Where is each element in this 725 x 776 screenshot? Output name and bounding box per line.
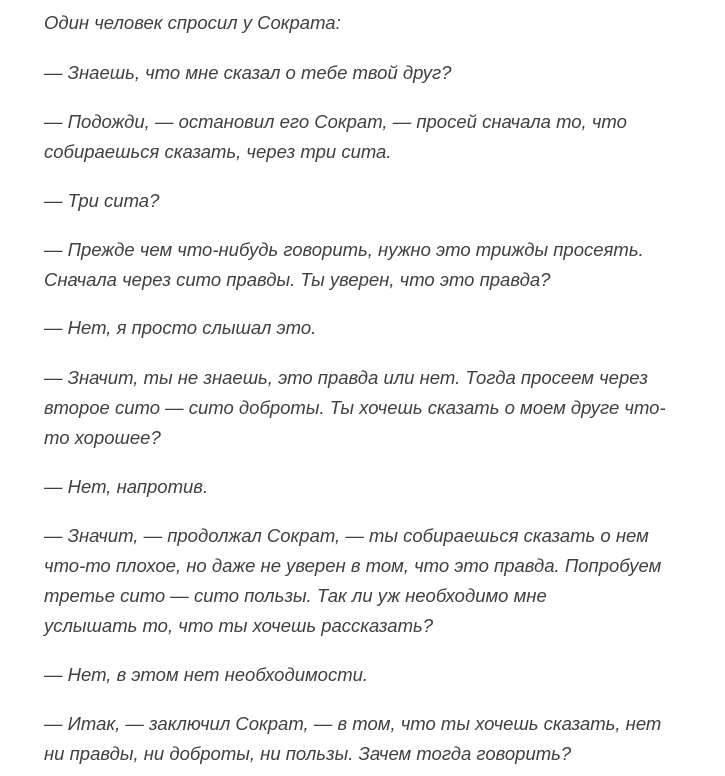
paragraph-11 xyxy=(44,709,695,769)
paragraph-8 xyxy=(44,472,695,502)
paragraph-4 xyxy=(44,186,695,216)
text-line: — Нет, в этом нет необходимости. xyxy=(44,664,369,685)
paragraph-2 xyxy=(44,58,695,88)
text-line: Один человек спросил у Сократа: xyxy=(44,12,341,33)
text-line: — Подожди, — остановил его Сократ, — просей сначала то, что xyxy=(44,111,627,132)
text-line: — Нет, я просто слышал это. xyxy=(44,317,317,338)
text-line: собираешься сказать, через три сита. xyxy=(44,141,392,162)
paragraph-1 xyxy=(44,8,695,38)
text-line: что-то плохое, но даже не уверен в том, что это правда. Попробуем xyxy=(44,555,662,576)
text-line: — Значит, ты не знаешь, это правда или нет. Тогда просеем через xyxy=(44,367,648,388)
text-line: — Значит, — продолжал Сократ, — ты собираешься сказать о нем xyxy=(44,525,649,546)
paragraph-6 xyxy=(44,313,695,343)
text-line: ни правды, ни доброты, ни пользы. Зачем тогда говорить? xyxy=(44,743,572,764)
paragraph-9 xyxy=(44,521,695,641)
text-line: — Три сита? xyxy=(44,190,160,211)
text-line: — Итак, — заключил Сократ, — в том, что ты хочешь сказать, нет xyxy=(44,713,662,734)
paragraph-3 xyxy=(44,107,695,167)
paragraph-5 xyxy=(44,235,695,295)
text-line: то хорошее? xyxy=(44,427,161,448)
text-line: второе сито — сито доброты. Ты хочешь сказать о моем друге что- xyxy=(44,397,666,418)
text-line: услышать то, что ты хочешь рассказать? xyxy=(44,615,434,636)
text-line: третье сито — сито пользы. Так ли уж необходимо мне xyxy=(44,585,547,606)
text-line: — Прежде чем что-нибудь говорить, нужно это трижды просеять. xyxy=(44,239,644,260)
text-line: — Нет, напротив. xyxy=(44,476,209,497)
paragraph-10 xyxy=(44,660,695,690)
paragraph-7 xyxy=(44,363,695,453)
text-line: Сначала через сито правды. Ты уверен, что это правда? xyxy=(44,269,551,290)
text-line: — Знаешь, что мне сказал о тебе твой друг? xyxy=(44,62,452,83)
